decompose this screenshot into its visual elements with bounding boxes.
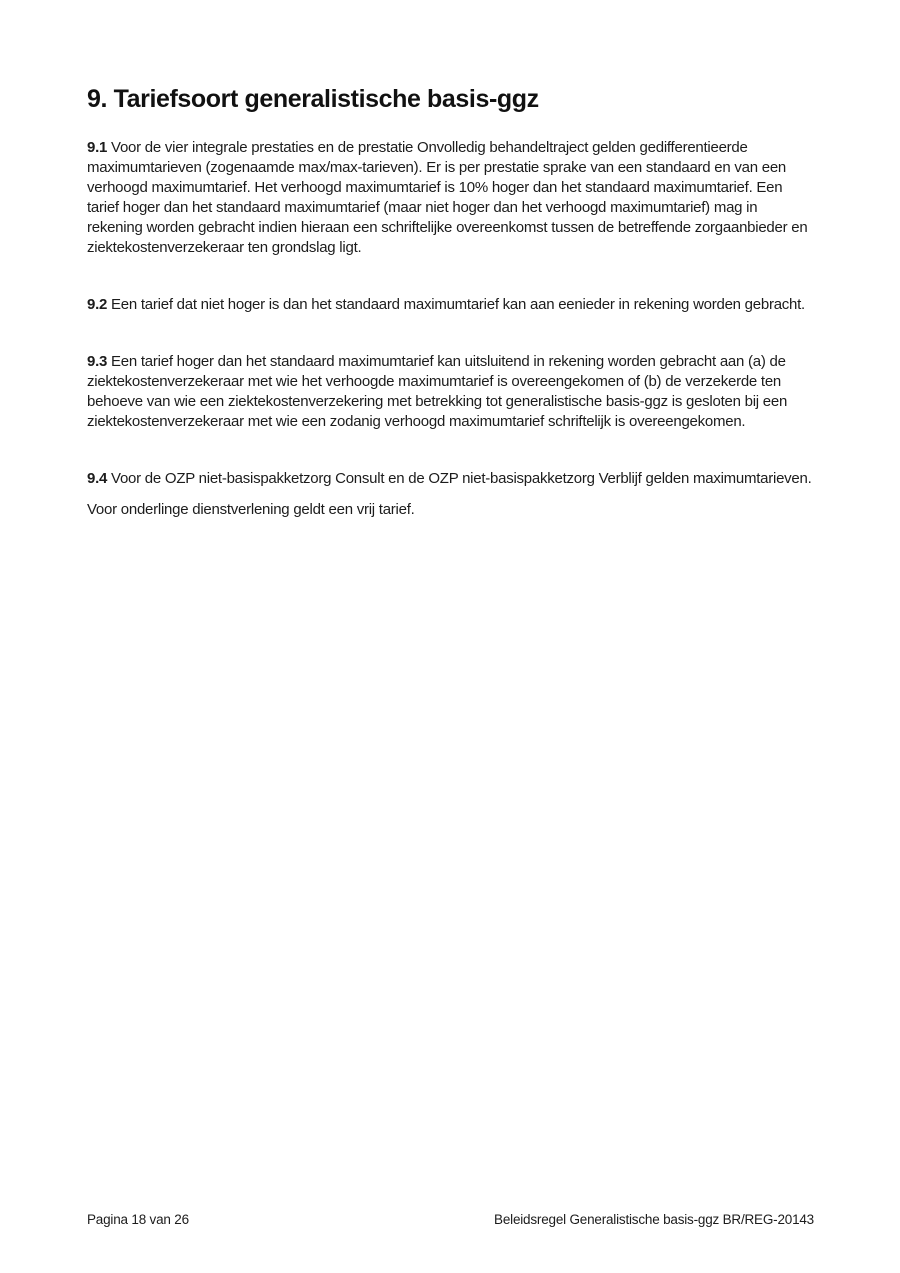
paragraph-9-3: [87, 352, 814, 432]
page-title: 9. Tariefsoort generalistische basis-ggz: [87, 85, 539, 113]
paragraph-9-2-text: Een tarief dat niet hoger is dan het standaard maximumtarief kan aan eenieder in rekening worden gebracht.: [111, 296, 805, 313]
page-footer: [87, 1212, 814, 1227]
paragraph-9-1-text: Voor de vier integrale prestaties en de prestatie Onvolledig behandeltraject gelden gedifferentieerde maximumtarieven (zogenaamde max/max-tarieven). Er is per prestatie sprake van een standaard en van een verhoogd maximumtarief. Het verhoogd maximumtarief is 10% hoger dan het standaard maximumtarief. Een tarief hoger dan het standaard maximumtarief (maar niet hoger dan het verhoogd maximumtarief) mag in rekening worden gebracht indien hieraan een schriftelijke overeenkomst tussen de betreffende zorgaanbieder en ziektekostenverzekeraar ten grondslag ligt.: [87, 139, 808, 256]
paragraph-9-1-number: 9.1: [87, 139, 108, 156]
paragraph-9-4: [87, 469, 814, 489]
closing-paragraph: Voor onderlinge dienstverlening geldt een vrij tarief.: [87, 501, 415, 518]
footer-document-reference: Beleidsregel Generalistische basis-ggz BR/REG-20143: [494, 1212, 814, 1227]
paragraph-9-4-text: Voor de OZP niet-basispakketzorg Consult en de OZP niet-basispakketzorg Verblijf gelden maximumtarieven.: [111, 470, 812, 487]
paragraph-9-4-number: 9.4: [87, 470, 108, 487]
paragraph-9-2-number: 9.2: [87, 296, 108, 313]
paragraph-9-1: [87, 138, 814, 258]
document-content: [87, 84, 814, 520]
paragraph-9-3-text: Een tarief hoger dan het standaard maximumtarief kan uitsluitend in rekening worden gebracht aan (a) de ziektekostenverzekeraar met wie het verhoogde maximumtarief is overeengekomen of (b) de verzekerde ten behoeve van wie een ziektekostenverzekering met betrekking tot generalistische basis-ggz is gesloten bij een ziektekostenverzekeraar met wie een zodanig verhoogd maximumtarief schriftelijk is overeengekomen.: [87, 353, 788, 430]
paragraph-9-3-number: 9.3: [87, 353, 108, 370]
paragraph-9-2: [87, 295, 814, 315]
footer-page-indicator: Pagina 18 van 26: [87, 1212, 189, 1227]
